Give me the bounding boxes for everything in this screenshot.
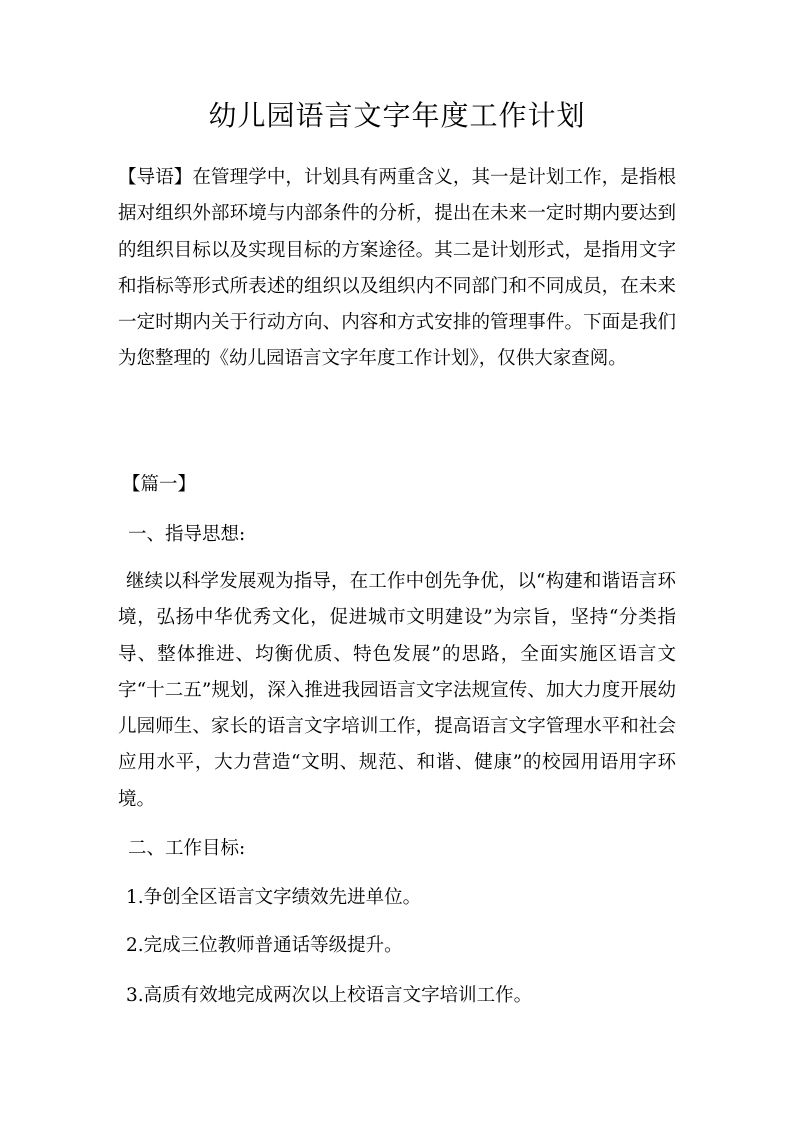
goal-item: 1.争创全区语言文字绩效先进单位。 — [126, 887, 422, 908]
intro-paragraph: 【导语】在管理学中，计划具有两重含义，其一是计划工作，是指根据对组织外部环境与内部条件的分析，提出在未来一定时期内要达到的组织目标以及实现目标的方案途径。其二是计划形式，是指用文字和指标等形式所表述的组织以及组织内不同部门和不同成员，在未来一定时期内关于行动方向、内容和方式安排的管理事件。下面是我们为您整理的《幼儿园语言文字年度工作计划》，仅供大家查阅。 — [118, 167, 676, 370]
document-title: 幼儿园语言文字年度工作计划 — [208, 99, 586, 132]
guiding-ideology-paragraph: 继续以科学发展观为指导，在工作中创先争优，以“构建和谐语言环境，弘扬中华优秀文化，促进城市文明建设”为宗旨，坚持“分类指导、整体推进、均衡优质、特色发展”的思路，全面实施区语言文字“十二五”规划，深入推进我园语言文字法规宣传、加大力度开展幼儿园师生、家长的语言文字培训工作，提高语言文字管理水平和社会应用水平，大力营造“文明、规范、和谐、健康”的校园用语用字环境。 — [118, 571, 676, 810]
goal-item: 3.高质有效地完成两次以上校语言文字培训工作。 — [126, 985, 533, 1006]
goal-item: 2.完成三位教师普通话等级提升。 — [126, 935, 403, 956]
section-label: 【篇一】 — [122, 474, 197, 495]
heading-work-goals: 二、工作目标: — [128, 838, 246, 859]
heading-guiding-ideology: 一、指导思想: — [128, 524, 246, 545]
